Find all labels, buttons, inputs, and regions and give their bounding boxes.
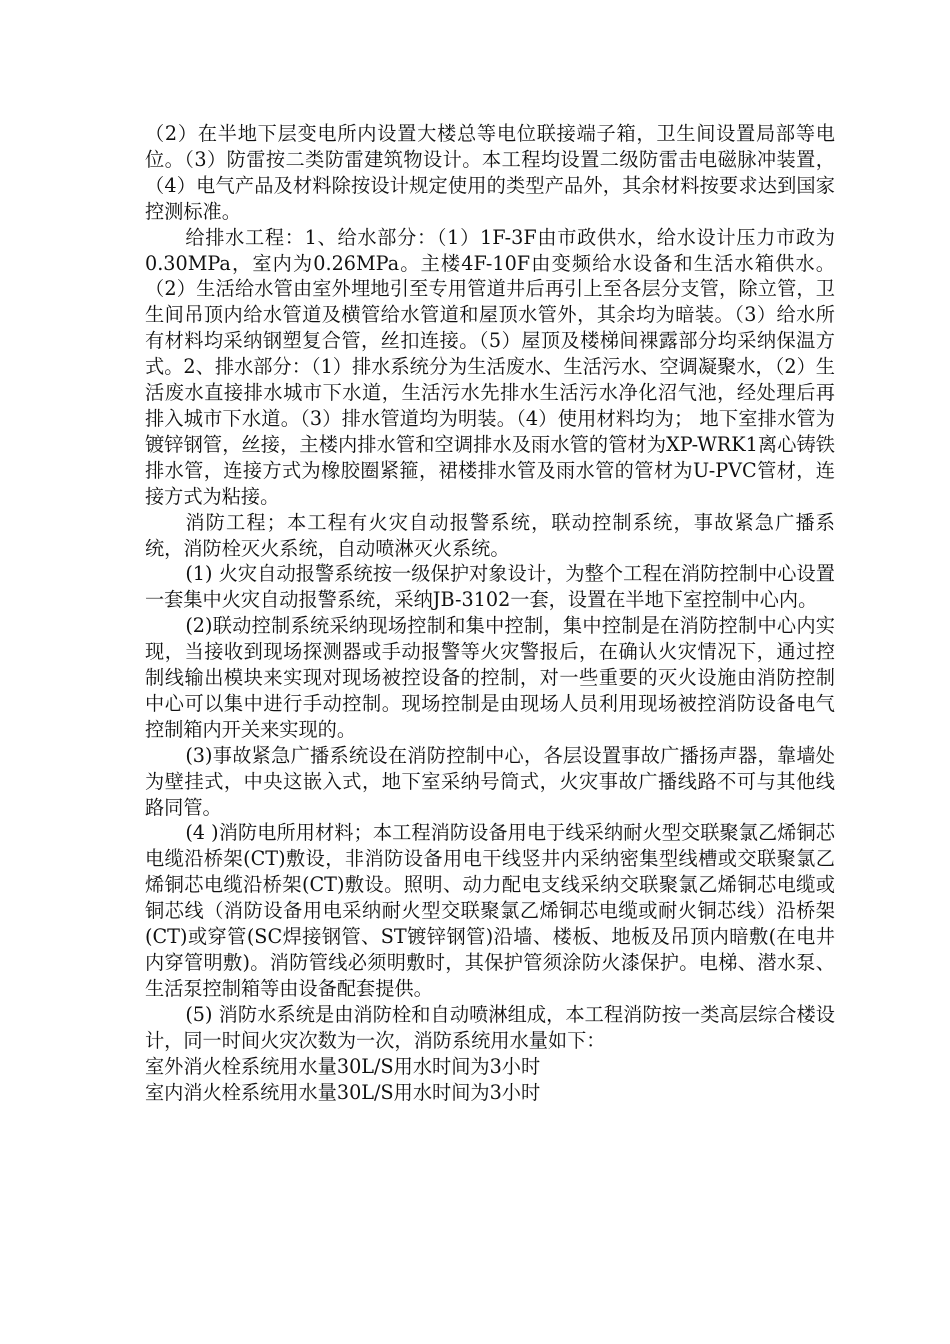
paragraph-emergency-broadcast: (3)事故紧急广播系统设在消防控制中心，各层设置事故广播扬声器，靠墙处为壁挂式，中央这嵌入式，地下室采纳号筒式，火灾事故广播线路不可与其他线路同管。 — [145, 743, 835, 819]
outdoor-hydrant-line: 室外消火栓系统用水量30L/S用水时间为3小时 — [145, 1054, 541, 1078]
paragraph-linkage-control: (2)联动控制系统采纳现场控制和集中控制，集中控制是在消防控制中心内实现，当接收到现场探测器或手动报警等火灾警报后，在确认火灾情况下，通过控制线输出模块来实现对现场被控设备的控制，对一些重要的灭火设施由消防控制中心可以集中进行手动控制。现场控制是由现场人员利用现场被控消防设备电气控制箱内开关来实现的。 — [145, 614, 835, 741]
paragraph-fire-alarm: (1) 火灾自动报警系统按一级保护对象设计，为整个工程在消防控制中心设置一套集中火灾自动报警系统，采纳JB-3102一套，设置在半地下室控制中心内。 — [145, 562, 835, 612]
paragraph-fire-materials: (4 )消防电所用材料；本工程消防设备用电于线采纳耐火型交联聚氯乙烯铜芯电缆沿桥架(CT)敷设，非消防设备用电干线竖井内采纳密集型线槽或交联聚氯乙烯铜芯电缆沿桥架(CT)敷设。照明、动力配电支线采纳交联聚氯乙烯铜芯电缆或铜芯线（消防设备用电采纳耐火型交联聚氯乙烯铜芯电缆或耐火铜芯线）沿桥架(CT)或穿管(SC焊接钢管、ST镀锌钢管)沿墙、楼板、地板及吊顶内暗敷(在电井内穿管明敷)。消防管线必须明敷时，其保护管须涂防火漆保护。电梯、潜水泵、生活泵控制箱等由设备配套提供。 — [145, 821, 835, 1000]
paragraph-water-supply-drainage: 给排水工程：1、给水部分：（1）1F-3F由市政供水，给水设计压力市政为0.30MPa，室内为0.26MPa。主楼4F-10F由变频给水设备和生活水箱供水。（2）生活给水管由室外埋地引至专用管道井后再引上至各层分支管，除立管，卫生间吊顶内给水管道及横管给水管道和屋顶水管外，其余均为暗装。（3）给水所有材料均采纳钢塑复合管，丝扣连接。（5）屋顶及楼梯间裸露部分均采纳保温方式。2、排水部分：（1）排水系统分为生活废水、生活污水、空调凝聚水，（2）生活废水直接排水城市下水道，生活污水先排水生活污水净化沼气池，经处理后再排入城市下水道。（3）排水管道均为明装。（4）使用材料均为； 地下室排水管为镀锌钢管，丝接，主楼内排水管和空调排水及雨水管的管材为XP-WRK1离心铸铁排水管，连接方式为橡胶圈紧箍，裙楼排水管及雨水管的管材为U-PVC管材，连接方式为粘接。 — [145, 225, 835, 508]
paragraph-fire-protection-intro: 消防工程；本工程有火灾自动报警系统，联动控制系统，事故紧急广播系统，消防栓灭火系统，自动喷淋灭火系统。 — [145, 510, 835, 560]
paragraph-electrical: （2）在半地下层变电所内设置大楼总等电位联接端子箱，卫生间设置局部等电位。（3）防雷按二类防雷建筑物设计。本工程均设置二级防雷击电磁脉冲装置，（4）电气产品及材料除按设计规定使用的类型产品外，其余材料按要求达到国家控测标准。 — [145, 122, 835, 223]
indoor-hydrant-line: 室内消火栓系统用水量30L/S用水时间为3小时 — [145, 1080, 541, 1104]
body-text — [145, 121, 835, 1105]
paragraph-fire-water: (5) 消防水系统是由消防栓和自动喷淋组成，本工程消防按一类高层综合楼设计，同一时间火灾次数为一次，消防系统用水量如下： — [145, 1002, 835, 1052]
